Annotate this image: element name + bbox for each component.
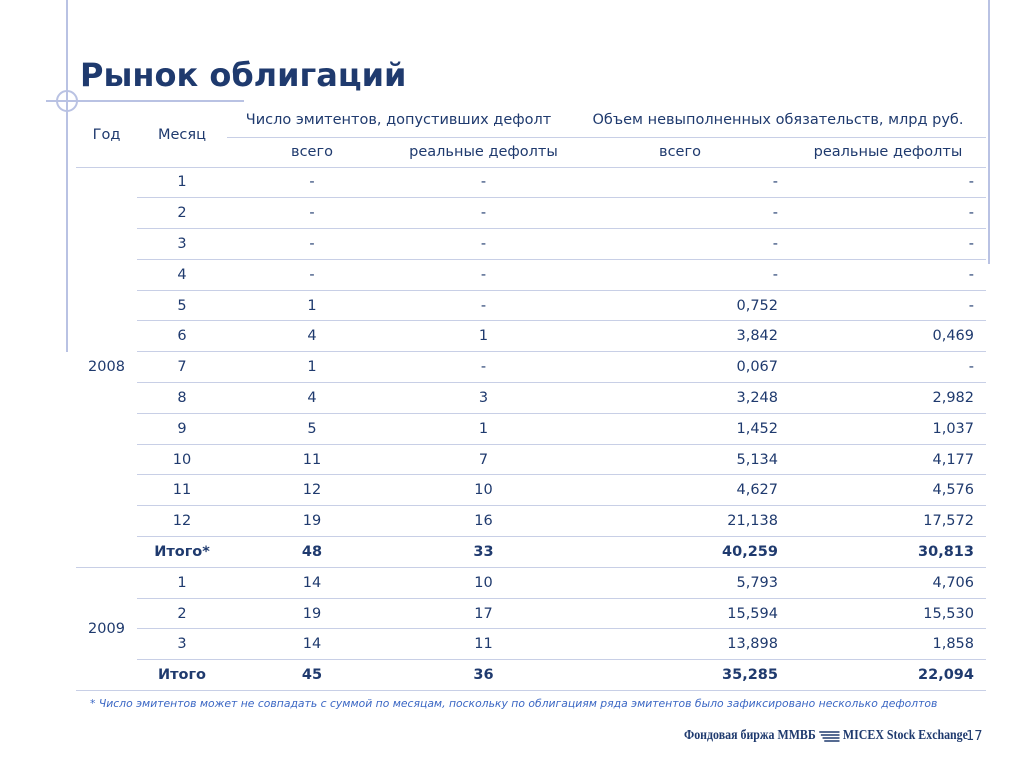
cell-month: 1	[137, 167, 227, 198]
cell-issuers-total: 5	[227, 413, 397, 444]
total-row	[76, 660, 986, 691]
cell-volume-real: 1,037	[790, 413, 986, 444]
cell-issuers-total: 12	[227, 475, 397, 506]
cell-volume-total: 21,138	[570, 506, 790, 537]
cell-issuers-real: -	[397, 352, 570, 383]
header-volume-real: реальные дефолты	[790, 137, 986, 167]
decorative-vertical-line-left	[66, 0, 68, 352]
table-row	[76, 413, 986, 444]
header-year: Год	[76, 103, 137, 167]
cell-issuers-real: 3	[397, 383, 570, 414]
cell-month: 7	[137, 352, 227, 383]
cell-volume-real: 0,469	[790, 321, 986, 352]
table-row	[76, 567, 986, 598]
logo-text-en: MICEX Stock Exchange	[842, 728, 968, 743]
cell-issuers-total: 14	[227, 567, 397, 598]
micex-logo	[684, 728, 968, 744]
cell-issuers-real: -	[397, 290, 570, 321]
cell-issuers-real: 10	[397, 567, 570, 598]
cell-issuers-total: 11	[227, 444, 397, 475]
cell-volume-real: -	[790, 352, 986, 383]
table-row	[76, 383, 986, 414]
decorative-circle	[56, 90, 78, 112]
cell-volume-real: 4,576	[790, 475, 986, 506]
cell-month: 3	[137, 629, 227, 660]
cell-total-label: Итого	[137, 660, 227, 691]
cell-issuers-real: -	[397, 229, 570, 260]
cell-month: 12	[137, 506, 227, 537]
table-row	[76, 475, 986, 506]
cell-volume-total: -	[570, 229, 790, 260]
cell-volume-real: 30,813	[790, 537, 986, 568]
cell-volume-real: 1,858	[790, 629, 986, 660]
table-row	[76, 321, 986, 352]
table-row	[76, 167, 986, 198]
cell-month: 8	[137, 383, 227, 414]
cell-volume-real: 15,530	[790, 598, 986, 629]
table-row	[76, 259, 986, 290]
cell-month: 9	[137, 413, 227, 444]
cell-month: 2	[137, 198, 227, 229]
table-row	[76, 598, 986, 629]
decorative-vertical-line-right	[988, 0, 990, 264]
cell-issuers-total: 48	[227, 537, 397, 568]
table-row	[76, 506, 986, 537]
cell-year: 2008	[76, 167, 137, 567]
footnote: * Число эмитентов может не совпадать с суммой по месяцам, поскольку по облигациям ряда эмитентов было зафиксировано несколько дефолтов	[90, 697, 938, 710]
cell-volume-real: -	[790, 198, 986, 229]
cell-volume-total: 3,842	[570, 321, 790, 352]
cell-issuers-total: 4	[227, 321, 397, 352]
cell-issuers-real: 10	[397, 475, 570, 506]
cell-issuers-total: -	[227, 229, 397, 260]
cell-issuers-total: 1	[227, 352, 397, 383]
cell-month: 5	[137, 290, 227, 321]
cell-issuers-real: 7	[397, 444, 570, 475]
table-row	[76, 444, 986, 475]
cell-volume-real: 17,572	[790, 506, 986, 537]
cell-volume-total: 40,259	[570, 537, 790, 568]
cell-volume-real: 2,982	[790, 383, 986, 414]
cell-volume-real: -	[790, 290, 986, 321]
cell-issuers-total: 19	[227, 598, 397, 629]
cell-issuers-total: 1	[227, 290, 397, 321]
cell-issuers-real: 17	[397, 598, 570, 629]
page-number: 17	[966, 729, 983, 744]
table-header-row-1	[76, 103, 986, 137]
cell-month: 10	[137, 444, 227, 475]
header-volume-total: всего	[570, 137, 790, 167]
cell-volume-total: 13,898	[570, 629, 790, 660]
cell-issuers-total: -	[227, 167, 397, 198]
cell-issuers-real: -	[397, 198, 570, 229]
cell-issuers-real: 1	[397, 413, 570, 444]
cell-volume-real: 4,706	[790, 567, 986, 598]
table-row	[76, 198, 986, 229]
table-row	[76, 629, 986, 660]
cell-issuers-total: -	[227, 198, 397, 229]
cell-volume-total: 35,285	[570, 660, 790, 691]
micex-lines-icon	[819, 730, 839, 742]
cell-month: 6	[137, 321, 227, 352]
cell-issuers-total: 45	[227, 660, 397, 691]
cell-volume-total: -	[570, 259, 790, 290]
cell-volume-total: 0,752	[570, 290, 790, 321]
cell-volume-real: 4,177	[790, 444, 986, 475]
cell-volume-total: 15,594	[570, 598, 790, 629]
cell-month: 1	[137, 567, 227, 598]
cell-volume-total: 0,067	[570, 352, 790, 383]
cell-issuers-total: 19	[227, 506, 397, 537]
cell-issuers-real: -	[397, 259, 570, 290]
cell-month: 11	[137, 475, 227, 506]
cell-volume-real: -	[790, 229, 986, 260]
cell-issuers-real: 36	[397, 660, 570, 691]
header-issuers-real: реальные дефолты	[397, 137, 570, 167]
cell-volume-total: 3,248	[570, 383, 790, 414]
table-row	[76, 352, 986, 383]
header-volume-group: Объем невыполненных обязательств, млрд руб.	[570, 103, 986, 137]
default-statistics-table	[76, 103, 986, 691]
cell-volume-total: 1,452	[570, 413, 790, 444]
cell-month: 2	[137, 598, 227, 629]
cell-volume-total: 4,627	[570, 475, 790, 506]
cell-issuers-total: -	[227, 259, 397, 290]
cell-volume-real: 22,094	[790, 660, 986, 691]
total-row	[76, 537, 986, 568]
header-issuers-total: всего	[227, 137, 397, 167]
slide-title: Рынок облигаций	[80, 56, 407, 94]
cell-issuers-total: 14	[227, 629, 397, 660]
cell-volume-total: -	[570, 198, 790, 229]
cell-volume-total: 5,793	[570, 567, 790, 598]
cell-issuers-real: 1	[397, 321, 570, 352]
cell-issuers-real: 33	[397, 537, 570, 568]
cell-issuers-real: 11	[397, 629, 570, 660]
cell-year: 2009	[76, 567, 137, 690]
cell-volume-total: -	[570, 167, 790, 198]
header-month: Месяц	[137, 103, 227, 167]
cell-issuers-real: -	[397, 167, 570, 198]
cell-issuers-total: 4	[227, 383, 397, 414]
cell-issuers-real: 16	[397, 506, 570, 537]
header-issuers-group: Число эмитентов, допустивших дефолт	[227, 103, 570, 137]
cell-volume-real: -	[790, 167, 986, 198]
cell-total-label: Итого*	[137, 537, 227, 568]
table-row	[76, 229, 986, 260]
cell-month: 3	[137, 229, 227, 260]
cell-volume-real: -	[790, 259, 986, 290]
logo-text-ru: Фондовая биржа ММВБ	[684, 728, 816, 743]
cell-volume-total: 5,134	[570, 444, 790, 475]
table-row	[76, 290, 986, 321]
cell-month: 4	[137, 259, 227, 290]
